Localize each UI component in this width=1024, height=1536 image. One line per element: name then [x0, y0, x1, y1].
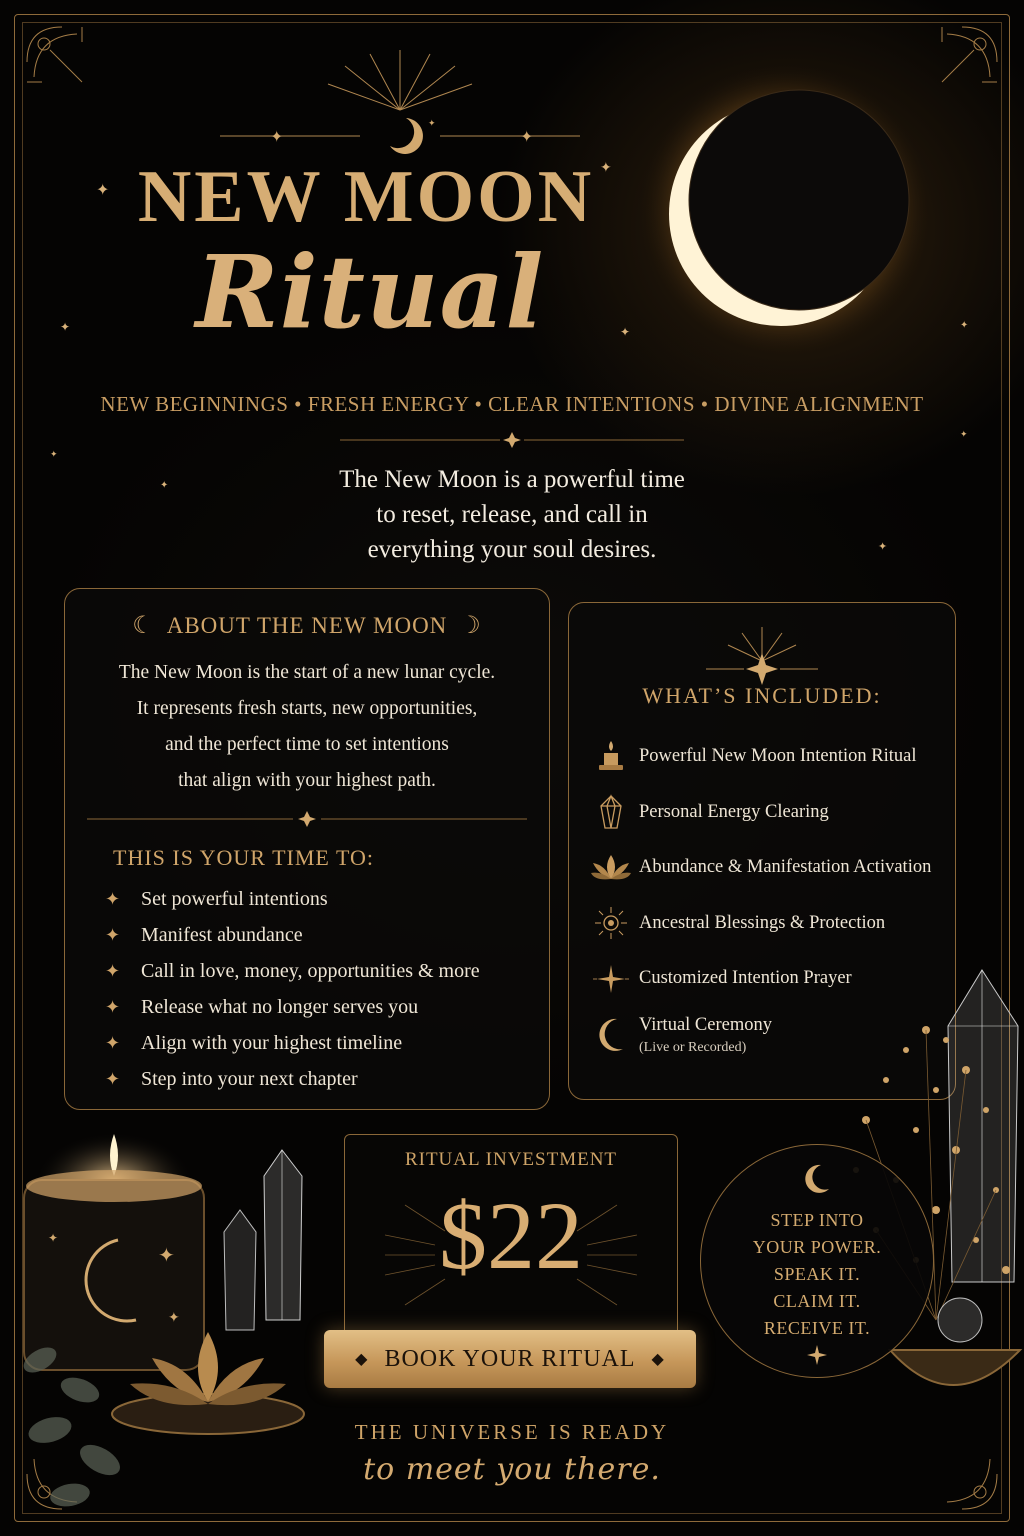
- affirmation-line: YOUR POWER.: [752, 1237, 882, 1257]
- intro-line: to reset, release, and call in: [376, 501, 648, 528]
- about-panel: [64, 588, 550, 1110]
- sparkle-bullet-icon: ✦: [105, 1033, 121, 1053]
- intro-line: The New Moon is a powerful time: [339, 466, 685, 493]
- list-item: [105, 1025, 545, 1061]
- list-item-text: Step into your next chapter: [141, 1068, 358, 1090]
- list-item-text: Ancestral Blessings & Protection: [639, 912, 886, 933]
- sparkle-bullet-icon: ✦: [105, 961, 121, 981]
- title-new-moon: NEW MOON: [137, 156, 595, 238]
- svg-text:✦: ✦: [520, 127, 534, 146]
- list-item-text: Call in love, money, opportunities & more: [141, 960, 480, 982]
- intro-line: everything your soul desires.: [367, 536, 657, 563]
- list-item: [583, 896, 953, 952]
- starburst-ornament: [702, 621, 822, 691]
- list-item-text: Personal Energy Clearing: [639, 801, 829, 822]
- sparkle-icon: [583, 959, 639, 999]
- sparkle-bullet-icon: ✦: [105, 1069, 121, 1089]
- list-item-text: Powerful New Moon Intention Ritual: [639, 746, 917, 767]
- virtual-ceremony-sub: (Live or Recorded): [639, 1039, 747, 1055]
- diamond-icon: ◆: [355, 1351, 369, 1368]
- investment-label: RITUAL INVESTMENT: [404, 1149, 618, 1170]
- list-item-text: Customized Intention Prayer: [639, 968, 852, 989]
- footer-script: to meet you there.: [363, 1452, 661, 1487]
- svg-text:✦: ✦: [428, 119, 436, 129]
- book-ritual-label: BOOK YOUR RITUAL: [384, 1345, 636, 1372]
- list-item: [583, 840, 953, 896]
- sparkle-bullet-icon: ✦: [105, 997, 121, 1017]
- list-item-text: Align with your highest timeline: [141, 1032, 403, 1054]
- poster: ✦ ✦ ✦ ✦ ✦ ✦ ✦ ✦ ✦ ✦ ✦ ✦ NEW MOON Ritual NEW BEGINNINGS • FRESH ENERGY • CLEAR INTENTIONS • DIVINE ALIGNMENT The New Moon is a powerful time to reset, release, and call in everything your soul desires. ☾ ABOUT THE NEW MOON ☽ The New Moon is the start of a new lunar cycle. It represents fresh starts, new opportunities, and the perfect time to set intentions that align with your highest path. THIS IS YOUR TIME TO: ✦ Set powerful intentions ✦ Manifest abundance ✦ Call in love, money, opportunities & more ✦ Release what no longer serves you ✦ Align with your highest timeline ✦ Step into your next chapter WHAT’S INCLUDED: Powerful New Moon Intention Ritual Personal Energy Clearing Abundance & Manifestation Activation Ancestral Blessings & Protection Customized Intention Prayer Virtual Ceremony (Live or Recorded) ✦ ✦ ✦ RITUAL INVESTMENT $22 ◆ BOOK YOUR RITUAL ◆ STEP INTO YOUR POWER. SPEAK IT. CLAIM IT. RECEIVE IT. THE UNIVERSE IS READY to meet you there.: [0, 0, 1024, 1536]
- svg-text:✦: ✦: [158, 1243, 175, 1267]
- panel-divider: [87, 811, 527, 827]
- about-heading-text: ABOUT THE NEW MOON: [166, 613, 448, 638]
- list-item: [583, 951, 953, 1007]
- list-item: [105, 989, 545, 1025]
- crystals-illustration: [216, 1140, 326, 1340]
- about-line: that align with your highest path.: [178, 770, 436, 791]
- footer-heading: THE UNIVERSE IS READY: [354, 1420, 670, 1444]
- included-heading: WHAT’S INCLUDED:: [642, 683, 882, 708]
- list-item-text: Abundance & Manifestation Activation: [639, 857, 932, 878]
- title-ritual-script: Ritual: [195, 233, 545, 351]
- about-body: [75, 655, 539, 799]
- crescent-moon-icon: ☾: [132, 613, 155, 639]
- virtual-ceremony-label: Virtual Ceremony: [639, 1014, 772, 1035]
- about-line: The New Moon is the start of a new lunar cycle.: [118, 662, 496, 683]
- affirmation-badge: [700, 1144, 934, 1378]
- about-heading: [65, 611, 549, 640]
- intro-text: [262, 462, 762, 567]
- svg-text:✦: ✦: [48, 1231, 59, 1245]
- lotus-icon: [583, 848, 639, 888]
- list-item: [583, 729, 953, 785]
- crescent-moon-eclipse: [635, 60, 935, 360]
- tagline: NEW BEGINNINGS • FRESH ENERGY • CLEAR INTENTIONS • DIVINE ALIGNMENT: [100, 392, 924, 416]
- candle-icon: [583, 737, 639, 777]
- list-item-text: [639, 1015, 772, 1056]
- affirmation-text: [701, 1207, 933, 1342]
- affirmation-line: CLAIM IT.: [773, 1291, 861, 1311]
- list-item: [105, 881, 545, 917]
- crescent-moon-icon: [583, 1015, 639, 1055]
- crescent-moon-icon: ☽: [459, 613, 482, 639]
- diamond-icon: ◆: [651, 1351, 665, 1368]
- affirmation-line: SPEAK IT.: [773, 1264, 861, 1284]
- list-item: [583, 785, 953, 841]
- sparkle-bullet-icon: ✦: [105, 925, 121, 945]
- svg-text:✦: ✦: [270, 127, 284, 146]
- crystal-icon: [583, 792, 639, 832]
- affirmation-line: STEP INTO: [770, 1210, 864, 1230]
- list-item-text: Release what no longer serves you: [141, 996, 419, 1018]
- book-ritual-button[interactable]: [324, 1330, 696, 1388]
- about-line: and the perfect time to set intentions: [165, 734, 449, 755]
- list-item-text: Set powerful intentions: [141, 888, 328, 910]
- svg-text:✦: ✦: [168, 1310, 180, 1326]
- sparkle-bullet-icon: ✦: [105, 889, 121, 909]
- ornament-divider: [340, 430, 684, 450]
- sparkle-icon: [807, 1345, 827, 1365]
- list-item: [105, 1061, 545, 1097]
- crescent-moon-icon: [801, 1163, 833, 1195]
- time-to-list: [105, 881, 545, 1097]
- corner-ornament-top-left: [22, 22, 112, 112]
- list-item-text: Manifest abundance: [141, 924, 303, 946]
- list-item: [105, 953, 545, 989]
- about-line: It represents fresh starts, new opportunities,: [136, 698, 478, 719]
- time-to-heading: THIS IS YOUR TIME TO:: [113, 845, 374, 870]
- price: $22: [439, 1182, 583, 1289]
- affirmation-line: RECEIVE IT.: [763, 1318, 871, 1338]
- sun-icon: [583, 903, 639, 943]
- list-item: [105, 917, 545, 953]
- title-ornament: [210, 40, 590, 160]
- investment-box: [344, 1134, 678, 1336]
